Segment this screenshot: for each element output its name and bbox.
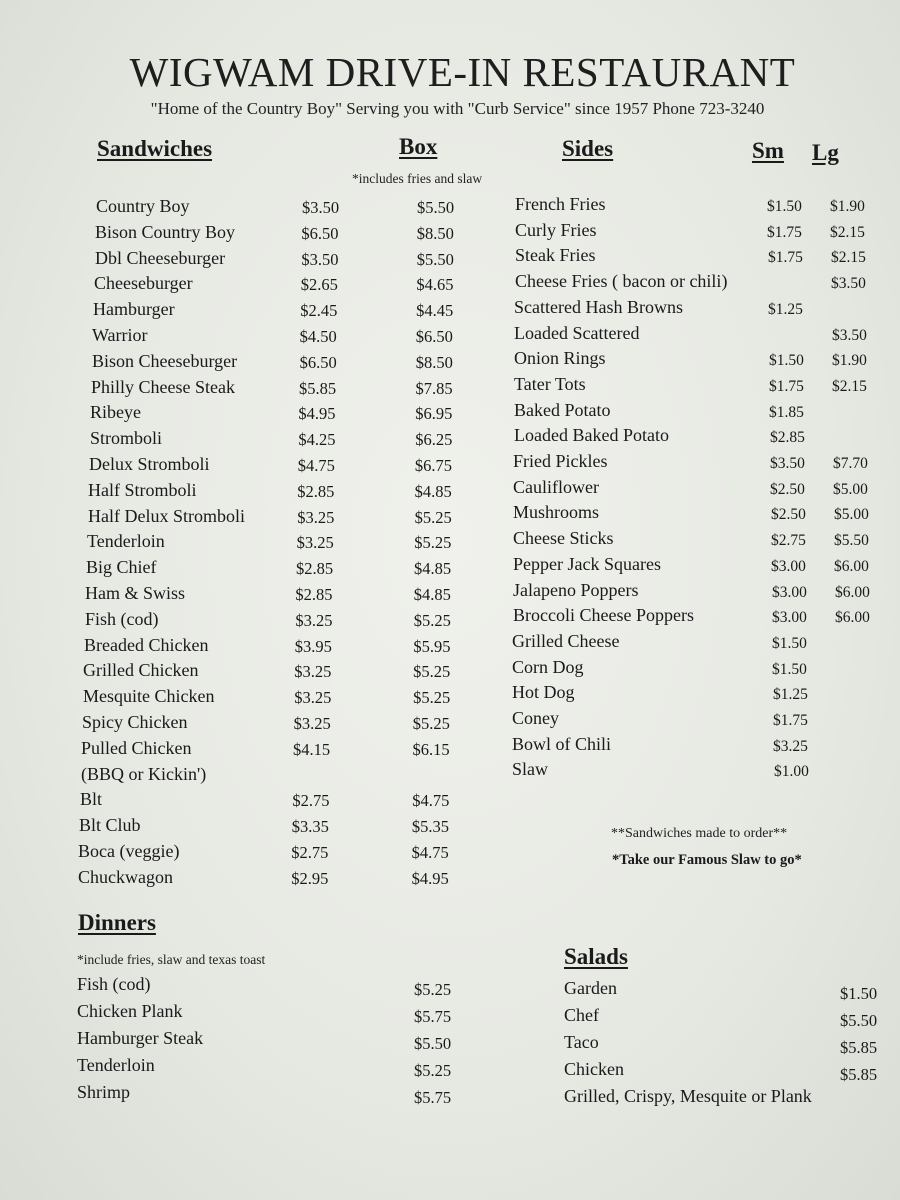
side-lg-price: $1.90 bbox=[832, 352, 867, 370]
side-name: Fried Pickles bbox=[513, 451, 608, 471]
sandwich-box-price: $7.85 bbox=[415, 378, 453, 398]
sandwich-box-price: $4.75 bbox=[411, 843, 449, 862]
side-name: Onion Rings bbox=[514, 348, 606, 369]
sandwich-price: $3.95 bbox=[294, 636, 332, 656]
side-sm-price: $2.50 bbox=[770, 480, 805, 498]
sandwich-box-price: $4.65 bbox=[416, 275, 454, 295]
side-name: Broccoli Cheese Poppers bbox=[513, 605, 694, 626]
sandwich-price: $3.25 bbox=[294, 688, 332, 708]
sandwich-name: Mesquite Chicken bbox=[83, 686, 215, 707]
side-name: Mushrooms bbox=[513, 502, 600, 523]
side-lg-price: $7.70 bbox=[833, 455, 868, 472]
sandwich-name: Bison Cheeseburger bbox=[92, 350, 238, 371]
side-name: Slaw bbox=[512, 759, 548, 780]
side-lg-price: $3.50 bbox=[831, 275, 866, 293]
salad-price: $5.85 bbox=[840, 1038, 878, 1057]
sandwich-price: $3.25 bbox=[293, 714, 331, 733]
sandwich-box-price: $6.15 bbox=[412, 739, 450, 759]
sandwich-box-price: $4.85 bbox=[413, 585, 451, 604]
side-sm-price: $1.75 bbox=[769, 377, 804, 395]
box-note: *includes fries and slaw bbox=[352, 171, 483, 186]
lg-header: Lg bbox=[812, 140, 839, 165]
sandwich-box-price: $6.95 bbox=[415, 404, 453, 424]
sandwiches-header: Sandwiches bbox=[97, 136, 213, 161]
sandwich-box-price: $5.25 bbox=[414, 533, 452, 553]
salad-price: $5.50 bbox=[840, 1011, 878, 1030]
sandwich-box-price: $6.75 bbox=[414, 456, 453, 475]
side-name: Pepper Jack Squares bbox=[513, 553, 661, 574]
salad-name: Garden bbox=[564, 978, 617, 998]
side-name: Corn Dog bbox=[512, 656, 584, 677]
sandwich-name: Cheeseburger bbox=[94, 273, 193, 294]
side-lg-price: $5.00 bbox=[834, 506, 869, 524]
sandwich-name: Bison Country Boy bbox=[95, 221, 236, 242]
side-sm-price: $1.25 bbox=[773, 686, 808, 704]
sandwich-price: $6.50 bbox=[301, 223, 339, 243]
sandwich-name: Half Delux Stromboli bbox=[88, 505, 245, 526]
sandwich-box-price: $4.85 bbox=[414, 481, 452, 501]
sandwich-price: $2.75 bbox=[292, 791, 330, 811]
side-sm-price: $1.85 bbox=[769, 403, 804, 421]
sandwich-name: Stromboli bbox=[90, 428, 163, 449]
dinner-name: Fish (cod) bbox=[77, 974, 151, 994]
salad-name: Grilled, Crispy, Mesquite or Plank bbox=[564, 1086, 812, 1106]
sandwich-name: Ribeye bbox=[90, 402, 141, 423]
sandwich-name: Hamburger bbox=[93, 299, 175, 320]
side-name: Grilled Cheese bbox=[512, 630, 620, 651]
dinners-header: Dinners bbox=[78, 910, 156, 935]
made-to-order-note: **Sandwiches made to order** bbox=[611, 826, 788, 841]
side-name: Bowl of Chili bbox=[512, 733, 612, 754]
sandwich-name: Pulled Chicken bbox=[81, 737, 192, 758]
sandwich-name: Blt bbox=[80, 789, 103, 810]
side-lg-price: $6.00 bbox=[835, 609, 870, 627]
side-name: Steak Fries bbox=[515, 245, 596, 266]
sandwich-price: $4.15 bbox=[293, 739, 331, 759]
sandwich-name: Tenderloin bbox=[87, 531, 165, 552]
sandwich-price: $3.25 bbox=[297, 507, 335, 527]
dinners-note: *include fries, slaw and texas toast bbox=[77, 952, 266, 967]
side-sm-price: $2.50 bbox=[771, 506, 806, 524]
restaurant-tagline: "Home of the Country Boy" Serving you with "Curb Service" since 1957 Phone 723-3240 bbox=[150, 99, 765, 118]
side-name: Baked Potato bbox=[514, 399, 611, 420]
dinner-price: $5.75 bbox=[414, 1007, 452, 1026]
sandwich-price: $2.85 bbox=[297, 481, 335, 501]
salad-name: Chef bbox=[564, 1005, 599, 1025]
side-sm-price: $3.00 bbox=[772, 609, 807, 627]
sandwich-box-price: $6.25 bbox=[415, 430, 453, 450]
sandwich-price: $2.95 bbox=[291, 868, 329, 888]
side-name: Tater Tots bbox=[514, 373, 586, 394]
sandwich-name: Spicy Chicken bbox=[82, 712, 188, 732]
side-name: Cauliflower bbox=[513, 476, 599, 497]
sandwich-name: Breaded Chicken bbox=[84, 634, 209, 655]
salads-header: Salads bbox=[564, 944, 628, 969]
salad-name: Chicken bbox=[564, 1059, 624, 1079]
sandwich-price: $6.50 bbox=[299, 352, 337, 372]
sandwich-box-price: $4.75 bbox=[412, 791, 450, 811]
sandwich-name: Blt Club bbox=[79, 815, 141, 836]
sandwich-name: Boca (veggie) bbox=[78, 841, 180, 861]
sandwich-price: $2.65 bbox=[300, 275, 338, 295]
side-sm-price: $3.00 bbox=[772, 583, 807, 601]
side-sm-price: $1.50 bbox=[772, 660, 807, 678]
sandwich-box-price: $5.50 bbox=[416, 249, 454, 269]
dinner-price: $5.25 bbox=[414, 1061, 452, 1080]
sandwich-price: $2.85 bbox=[296, 559, 334, 579]
box-header: Box bbox=[399, 134, 438, 159]
sandwich-box-price: $5.50 bbox=[417, 198, 455, 217]
sandwich-price: $3.25 bbox=[296, 533, 334, 553]
side-sm-price: $1.75 bbox=[773, 712, 808, 729]
side-lg-price: $6.00 bbox=[834, 557, 869, 575]
dinner-price: $5.25 bbox=[414, 980, 452, 999]
side-name: Loaded Baked Potato bbox=[514, 425, 669, 446]
side-lg-price: $2.15 bbox=[830, 223, 865, 241]
slaw-to-go-note: *Take our Famous Slaw to go* bbox=[612, 852, 802, 868]
sandwich-price: $2.75 bbox=[291, 843, 329, 862]
side-sm-price: $1.00 bbox=[774, 763, 809, 781]
salad-price: $1.50 bbox=[840, 984, 878, 1003]
sandwich-name: Ham & Swiss bbox=[85, 583, 186, 603]
side-lg-price: $3.50 bbox=[832, 326, 867, 344]
side-name: Cheese Fries ( bacon or chili) bbox=[515, 271, 728, 292]
side-sm-price: $1.50 bbox=[772, 634, 807, 652]
side-lg-price: $2.15 bbox=[832, 377, 867, 395]
side-sm-price: $1.75 bbox=[768, 249, 803, 267]
sandwich-box-price: $5.25 bbox=[413, 688, 451, 708]
sandwich-name: Dbl Cheeseburger bbox=[95, 247, 226, 268]
side-sm-price: $1.25 bbox=[768, 300, 803, 318]
sandwich-price: $4.50 bbox=[299, 327, 337, 346]
sandwich-price: $3.50 bbox=[301, 249, 339, 269]
salad-name: Taco bbox=[564, 1032, 599, 1052]
sandwich-price: $4.95 bbox=[298, 404, 336, 424]
side-sm-price: $1.50 bbox=[769, 352, 804, 370]
dinner-name: Shrimp bbox=[77, 1082, 131, 1102]
sandwich-name: Delux Stromboli bbox=[89, 454, 210, 474]
salad-price: $5.85 bbox=[840, 1065, 878, 1084]
sandwich-price: $2.45 bbox=[300, 301, 338, 321]
restaurant-title: WIGWAM DRIVE-IN RESTAURANT bbox=[129, 49, 796, 95]
sandwich-box-price: $5.95 bbox=[413, 636, 451, 656]
side-lg-price: $2.15 bbox=[831, 249, 866, 267]
side-sm-price: $2.85 bbox=[770, 429, 805, 447]
sandwich-box-price: $8.50 bbox=[415, 352, 453, 372]
sandwich-box-price: $5.35 bbox=[411, 817, 450, 837]
sandwich-name: Half Stromboli bbox=[88, 479, 197, 500]
sandwich-box-price: $8.50 bbox=[416, 223, 454, 243]
sandwich-price: $3.50 bbox=[302, 198, 340, 217]
side-sm-price: $2.75 bbox=[771, 532, 806, 550]
side-sm-price: $3.00 bbox=[771, 557, 806, 575]
sandwich-name: Warrior bbox=[92, 325, 148, 345]
sandwich-price: $3.25 bbox=[295, 610, 333, 630]
sandwich-box-price: $5.25 bbox=[414, 507, 452, 527]
side-name: Coney bbox=[512, 708, 559, 728]
side-lg-price: $5.00 bbox=[833, 480, 868, 498]
sandwich-price: $3.35 bbox=[291, 817, 329, 837]
sm-header: Sm bbox=[752, 138, 784, 163]
sandwich-name: Grilled Chicken bbox=[83, 660, 199, 681]
sandwich-price: $5.85 bbox=[299, 378, 337, 398]
sandwich-price: $4.75 bbox=[297, 456, 335, 475]
sandwich-box-price: $6.50 bbox=[415, 327, 453, 346]
sandwich-name: Philly Cheese Steak bbox=[91, 376, 235, 397]
side-name: Hot Dog bbox=[512, 682, 575, 703]
side-name: Jalapeno Poppers bbox=[513, 579, 639, 600]
side-name: Loaded Scattered bbox=[514, 322, 640, 343]
side-sm-price: $1.75 bbox=[767, 223, 802, 241]
sandwich-price: $4.25 bbox=[298, 430, 336, 450]
sandwich-box-price: $5.25 bbox=[412, 714, 450, 733]
sandwich-price: $2.85 bbox=[295, 585, 333, 604]
sandwich-name: Fish (cod) bbox=[85, 608, 159, 629]
dinner-price: $5.75 bbox=[414, 1088, 452, 1107]
sandwich-name: Chuckwagon bbox=[78, 866, 173, 887]
side-sm-price: $3.25 bbox=[773, 737, 808, 755]
sandwich-box-price: $5.25 bbox=[413, 662, 451, 682]
sandwich-box-price: $4.85 bbox=[414, 559, 452, 579]
dinner-name: Tenderloin bbox=[77, 1055, 155, 1075]
sides-header: Sides bbox=[562, 136, 614, 161]
side-name: Curly Fries bbox=[515, 219, 597, 240]
dinner-price: $5.50 bbox=[414, 1034, 452, 1053]
sandwich-price: $3.25 bbox=[294, 662, 332, 682]
sandwich-name: (BBQ or Kickin') bbox=[81, 763, 207, 784]
sandwich-box-price: $4.95 bbox=[411, 868, 449, 888]
sandwich-name: Big Chief bbox=[86, 557, 157, 578]
side-sm-price: $1.50 bbox=[767, 198, 802, 215]
side-sm-price: $3.50 bbox=[770, 455, 805, 472]
sandwich-box-price: $4.45 bbox=[416, 301, 454, 321]
side-lg-price: $6.00 bbox=[835, 583, 870, 601]
side-lg-price: $1.90 bbox=[830, 198, 865, 215]
side-lg-price: $5.50 bbox=[834, 532, 869, 550]
side-name: Cheese Sticks bbox=[513, 528, 614, 549]
dinner-name: Hamburger Steak bbox=[77, 1028, 204, 1048]
dinner-name: Chicken Plank bbox=[77, 1001, 183, 1021]
sandwich-name: Country Boy bbox=[96, 196, 190, 216]
side-name: French Fries bbox=[515, 194, 606, 214]
sandwich-box-price: $5.25 bbox=[413, 610, 451, 630]
side-name: Scattered Hash Browns bbox=[514, 296, 683, 317]
